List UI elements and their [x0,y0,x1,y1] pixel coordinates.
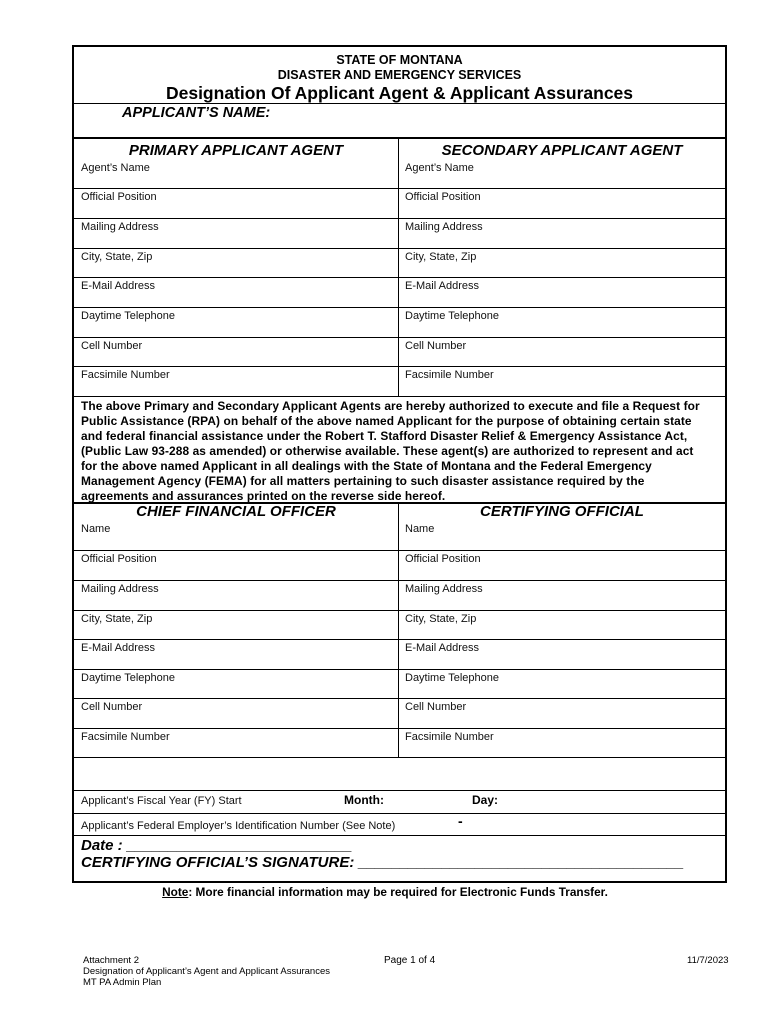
field-label: Daytime Telephone [81,310,175,322]
field-label: E-Mail Address [405,642,479,654]
official-cfo-field[interactable] [75,728,393,757]
official-cfo-field[interactable] [75,669,393,698]
field-label: Official Position [405,553,481,565]
authorization-line: Public Assistance (RPA) on behalf of the above named Applicant for the purpose of obtaining certain state [81,414,692,428]
signature-line[interactable]: CERTIFYING OFFICIAL’S SIGNATURE: _______________________________________ [81,854,684,871]
field-label: City, State, Zip [81,251,153,263]
agent-secondary-field[interactable] [399,248,717,277]
fein-dash: - [458,813,463,829]
agency-heading: DISASTER AND EMERGENCY SERVICES [277,68,522,82]
field-label: City, State, Zip [405,251,477,263]
field-label: Facsimile Number [405,369,494,381]
field-label: E-Mail Address [81,280,155,292]
authorization-line: and federal financial assistance under the Robert T. Stafford Disaster Relief & Emergency Assistance Act, [81,429,688,443]
designation-form [72,45,727,883]
field-label: Official Position [405,191,481,203]
field-label: Daytime Telephone [405,310,499,322]
agent-primary-field[interactable] [75,277,393,307]
efts-note [0,885,770,899]
official-certifying-field[interactable] [399,639,717,669]
agent-primary-field[interactable] [75,248,393,277]
cfo-heading: CHIEF FINANCIAL OFFICER [136,503,336,520]
official-certifying-field[interactable] [399,698,717,728]
fiscal-day-field[interactable] [510,791,590,811]
fiscal-day-label: Day: [472,793,499,807]
field-label: Facsimile Number [81,369,170,381]
field-label: Daytime Telephone [81,672,175,684]
official-cfo-field[interactable] [75,580,393,610]
field-label: Daytime Telephone [405,672,499,684]
fein-label: Applicant’s Federal Employer’s Identification Number (See Note) [81,820,396,832]
official-certifying-field[interactable] [399,728,717,757]
note-prefix: Note [162,885,189,899]
divider [74,835,725,836]
divider [74,757,725,758]
field-label: Cell Number [405,340,467,352]
field-label: Name [81,523,111,535]
primary-agent-heading: PRIMARY APPLICANT AGENT [128,142,344,159]
secondary-agent-heading: SECONDARY APPLICANT AGENT [441,142,683,159]
official-cfo-field[interactable] [75,610,393,639]
footer-document-title: Designation of Applicant’s Agent and Applicant Assurances [83,966,330,977]
certifying-official-heading: CERTIFYING OFFICIAL [480,503,644,520]
state-heading: STATE OF MONTANA [336,53,463,67]
official-certifying-field[interactable] [399,610,717,639]
field-label: City, State, Zip [405,613,477,625]
footer-date: 11/7/2023 [687,955,729,966]
official-cfo-field[interactable] [75,698,393,728]
fein-field[interactable] [414,815,714,833]
divider [74,103,725,104]
divider [74,396,725,397]
official-cfo-field[interactable] [75,550,393,580]
agent-secondary-field[interactable] [399,159,717,188]
agent-secondary-field[interactable] [399,337,717,366]
agent-primary-field[interactable] [75,159,393,188]
field-label: Facsimile Number [81,731,170,743]
footer-attachment: Attachment 2 [83,955,139,966]
field-label: Official Position [81,553,157,565]
agent-primary-field[interactable] [75,188,393,218]
footer-plan: MT PA Admin Plan [83,977,162,988]
field-label: E-Mail Address [405,280,479,292]
agent-secondary-field[interactable] [399,366,717,396]
field-label: Mailing Address [405,583,483,595]
footer-page-number: Page 1 of 4 [384,955,436,966]
authorization-line: (Public Law 93-288 as amended) or otherwise available. These agent(s) are authorized to represent and act [81,444,694,458]
agent-secondary-field[interactable] [399,188,717,218]
agent-secondary-field[interactable] [399,277,717,307]
divider [74,813,725,814]
applicant-name-label: APPLICANT’S NAME: [122,105,271,121]
field-label: City, State, Zip [81,613,153,625]
official-certifying-field[interactable] [399,669,717,698]
agent-primary-field[interactable] [75,307,393,337]
applicant-name-field[interactable] [284,105,717,131]
authorization-paragraph [81,399,719,504]
field-label: Official Position [81,191,157,203]
field-label: Agent’s Name [405,162,474,174]
authorization-line: agreements and assurances printed on the reverse side hereof. [81,489,446,503]
field-label: Mailing Address [405,221,483,233]
note-text: : More financial information may be required for Electronic Funds Transfer. [188,885,608,899]
fiscal-month-label: Month: [344,793,384,807]
divider [74,137,725,139]
field-label: Agent’s Name [81,162,150,174]
field-label: Cell Number [81,340,143,352]
official-certifying-field[interactable] [399,580,717,610]
field-label: Name [405,523,435,535]
field-label: Cell Number [81,701,143,713]
field-label: Cell Number [405,701,467,713]
agent-secondary-field[interactable] [399,218,717,248]
date-line[interactable]: Date : ___________________________ [81,837,353,854]
official-cfo-field[interactable] [75,639,393,669]
form-title: Designation Of Applicant Agent & Applicant Assurances [165,83,634,103]
authorization-line: Management Agency (FEMA) for all matters pertaining to such disaster assistance required by the [81,474,645,488]
official-cfo-field[interactable] [75,520,393,550]
fiscal-month-field[interactable] [396,791,466,811]
agent-primary-field[interactable] [75,366,393,396]
field-label: Mailing Address [81,221,159,233]
field-label: Mailing Address [81,583,159,595]
field-label: Facsimile Number [405,731,494,743]
fiscal-year-label: Applicant’s Fiscal Year (FY) Start [81,795,242,807]
footer-left [83,955,330,988]
authorization-line: The above Primary and Secondary Applicant Agents are hereby authorized to execute and file a Request for [81,399,700,413]
official-certifying-field[interactable] [399,550,717,580]
field-label: E-Mail Address [81,642,155,654]
agent-primary-field[interactable] [75,337,393,366]
agent-primary-field[interactable] [75,218,393,248]
authorization-line: for the above named Applicant in all dealings with the State of Montana and the Federal Emergency [81,459,652,473]
official-certifying-field[interactable] [399,520,717,550]
agent-secondary-field[interactable] [399,307,717,337]
